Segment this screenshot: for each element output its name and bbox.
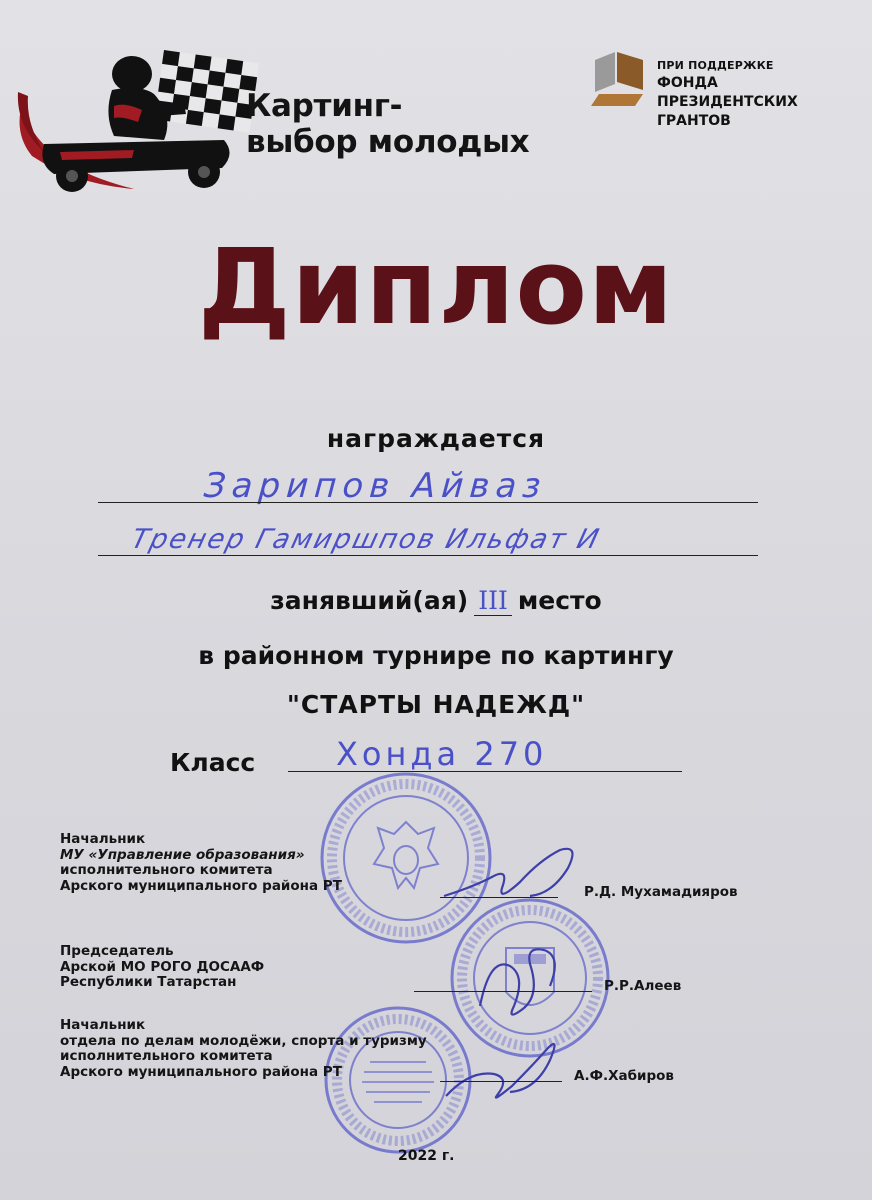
logo-text <box>246 88 529 160</box>
tournament-line: в районном турнире по картингу <box>198 641 674 670</box>
class-line <box>288 771 682 772</box>
signatory-3-line-4: Арского муниципального района РТ <box>60 1063 342 1080</box>
grants-line-1: ПРИ ПОДДЕРЖКЕ <box>657 59 774 72</box>
signatory-1-name: Р.Д. Мухамадияров <box>584 884 738 900</box>
signature-3-icon <box>440 1030 570 1110</box>
recipient-line <box>98 502 758 503</box>
place-line <box>0 586 872 616</box>
signatory-3-name: А.Ф.Хабиров <box>574 1068 674 1084</box>
grants-fund-logo-icon <box>585 50 651 108</box>
signatory-2-signature-line <box>414 991 592 992</box>
signatory-1-signature-line <box>440 897 558 898</box>
place-value: III <box>474 586 512 616</box>
place-suffix: место <box>517 586 602 615</box>
karting-logo-icon <box>14 44 264 196</box>
issue-year: 2022 г. <box>398 1148 455 1164</box>
coat-of-arms-stamp-icon <box>318 770 494 946</box>
grants-text <box>657 58 798 131</box>
signatory-3-line-3: исполнительного комитета <box>60 1048 273 1064</box>
signatory-3-position <box>60 1018 427 1080</box>
signatory-3-line-1: Начальник <box>60 1017 146 1033</box>
signature-2-icon <box>470 936 580 1026</box>
awarded-label: награждается <box>326 424 546 453</box>
signatory-2-position <box>60 944 264 991</box>
signatory-2-name: Р.Р.Алеев <box>604 978 682 994</box>
signatory-1-line-1: Начальник <box>60 831 146 847</box>
signatory-1-line-3: исполнительного комитета <box>60 862 273 878</box>
coach-line <box>98 555 758 556</box>
place-prefix: занявший(ая) <box>270 586 469 615</box>
class-value: Хонда 270 <box>336 735 548 773</box>
signatory-2-line-1: Председатель <box>60 943 174 959</box>
signatory-2-line-2: Арской МО РОГО ДОСААФ <box>60 958 265 975</box>
logo-line-1: Картинг- <box>246 88 403 124</box>
class-label: Класс <box>170 748 256 777</box>
grants-line-3: ПРЕЗИДЕНТСКИХ <box>657 94 798 110</box>
event-name: "СТАРТЫ НАДЕЖД" <box>286 690 586 719</box>
coach-name: Тренер Гамиршпов Ильфат И <box>128 524 604 555</box>
signatory-3-signature-line <box>440 1081 562 1082</box>
signatory-3-line-2: отдела по делам молодёжи, спорта и туризму <box>60 1032 427 1049</box>
signatory-1-line-4: Арского муниципального района РТ <box>60 877 342 894</box>
logo-line-2: выбор молодых <box>246 124 530 160</box>
signatory-1-line-2: МУ «Управление образования» <box>60 846 305 863</box>
recipient-name: Зарипов Айваз <box>202 466 548 506</box>
signatory-2-line-3: Республики Татарстан <box>60 974 237 990</box>
grants-line-2: ФОНДА <box>657 75 718 91</box>
diploma-title: Диплом <box>198 226 674 348</box>
grants-line-4: ГРАНТОВ <box>657 113 731 129</box>
dosaaf-stamp-icon <box>448 896 612 1060</box>
signatory-1-position <box>60 832 342 894</box>
